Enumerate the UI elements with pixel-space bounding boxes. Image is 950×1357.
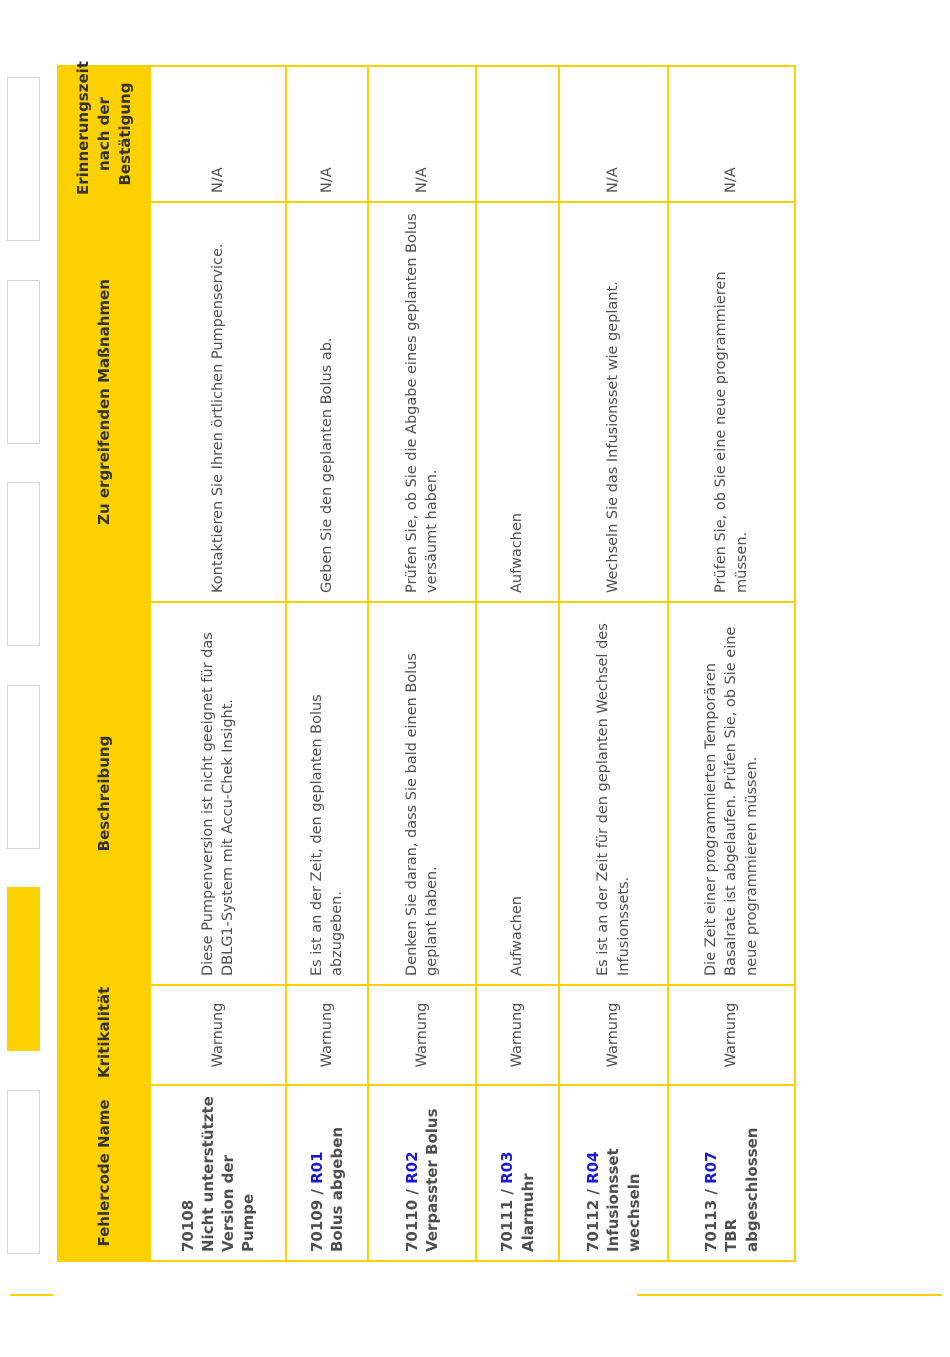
section-tab-1[interactable] xyxy=(7,77,40,241)
description-cell: Die Zeit einer programmierten Temporären Basalrate ist abgelaufen. Prüfen Sie, ob Sie eine neue programmieren müssen. xyxy=(668,602,795,985)
criticality-cell: Warnung xyxy=(559,985,668,1085)
action-cell: Aufwachen xyxy=(476,202,559,602)
table-row xyxy=(668,66,795,1261)
description-cell: Es ist an der Zeit für den geplanten Wechsel des Infusionssets. xyxy=(559,602,668,985)
error-code: 70109 / xyxy=(307,1183,326,1252)
header-code-name: Fehlercode Name xyxy=(58,1085,150,1261)
header-criticality: Kritikalität xyxy=(58,985,150,1085)
criticality-cell: Warnung xyxy=(286,985,368,1085)
reminder-cell: N/A xyxy=(286,66,368,202)
action-cell: Wechseln Sie das Infusionsset wie geplant. xyxy=(559,202,668,602)
error-name: Verpasster Bolus xyxy=(423,1108,441,1252)
reminder-cell: N/A xyxy=(668,66,795,202)
action-cell: Geben Sie den geplanten Bolus ab. xyxy=(286,202,368,602)
criticality-cell: Warnung xyxy=(368,985,476,1085)
error-code: 70110 / xyxy=(402,1183,421,1252)
reminder-cell: N/A xyxy=(559,66,668,202)
description-cell: Es ist an der Zeit, den geplanten Bolus abzugeben. xyxy=(286,602,368,985)
table-row xyxy=(476,66,559,1261)
header-description: Beschreibung xyxy=(58,602,150,985)
error-code-cell xyxy=(559,1085,668,1261)
criticality-cell: Warnung xyxy=(150,985,286,1085)
error-code-cell xyxy=(476,1085,559,1261)
header-reminder: Erinnerungszeit nach der Bestätigung xyxy=(58,66,150,202)
section-tab-3[interactable] xyxy=(7,482,40,646)
error-name: Bolus abgeben xyxy=(328,1126,346,1252)
error-code: 70108 xyxy=(178,1199,197,1252)
header-actions: Zu ergreifenden Maßnahmen xyxy=(58,202,150,602)
action-cell: Prüfen Sie, ob Sie die Abgabe eines geplanten Bolus versäumt haben. xyxy=(368,202,476,602)
error-code-cell xyxy=(286,1085,368,1261)
error-name: Infusionsset wechseln xyxy=(604,1148,643,1252)
section-tab-active[interactable] xyxy=(7,887,40,1051)
error-code: 70113 / xyxy=(702,1183,721,1252)
table-header-row xyxy=(58,66,150,1261)
table-row xyxy=(368,66,476,1261)
footer-rule-right xyxy=(637,1294,942,1296)
error-name: Alarmuhr xyxy=(518,1173,537,1252)
table-row xyxy=(286,66,368,1261)
reminder-cell: N/A xyxy=(150,66,286,202)
error-ref: R04 xyxy=(584,1151,603,1184)
section-tab-6[interactable] xyxy=(7,1090,40,1254)
error-code-cell xyxy=(150,1085,286,1261)
table-row xyxy=(150,66,286,1261)
error-table-container xyxy=(57,61,794,1262)
error-name: TBR abgeschlossen xyxy=(722,1127,761,1252)
criticality-cell: Warnung xyxy=(476,985,559,1085)
error-ref: R07 xyxy=(702,1151,721,1184)
error-code-cell xyxy=(668,1085,795,1261)
error-ref: R01 xyxy=(307,1151,326,1184)
error-ref: R03 xyxy=(498,1151,517,1184)
description-cell: Denken Sie daran, dass Sie bald einen Bolus geplant haben. xyxy=(368,602,476,985)
description-cell: Diese Pumpenversion ist nicht geeignet für das DBLG1-System mit Accu-Chek Insight. xyxy=(150,602,286,985)
error-code-table xyxy=(57,61,796,1262)
section-tab-2[interactable] xyxy=(7,280,40,444)
error-ref: R02 xyxy=(402,1151,421,1184)
criticality-cell: Warnung xyxy=(668,985,795,1085)
reminder-cell: N/A xyxy=(368,66,476,202)
error-code: 70112 / xyxy=(584,1183,603,1252)
action-cell: Prüfen Sie, ob Sie eine neue programmieren müssen. xyxy=(668,202,795,602)
footer-rule-left xyxy=(10,1294,53,1296)
error-code-cell xyxy=(368,1085,476,1261)
error-name: Nicht unterstützte Version der Pumpe xyxy=(198,1096,258,1252)
action-cell: Kontaktieren Sie Ihren örtlichen Pumpenservice. xyxy=(150,202,286,602)
error-code: 70111 / xyxy=(498,1183,517,1252)
section-tab-4[interactable] xyxy=(7,685,40,849)
table-row xyxy=(559,66,668,1261)
reminder-cell xyxy=(476,66,559,202)
description-cell: Aufwachen xyxy=(476,602,559,985)
